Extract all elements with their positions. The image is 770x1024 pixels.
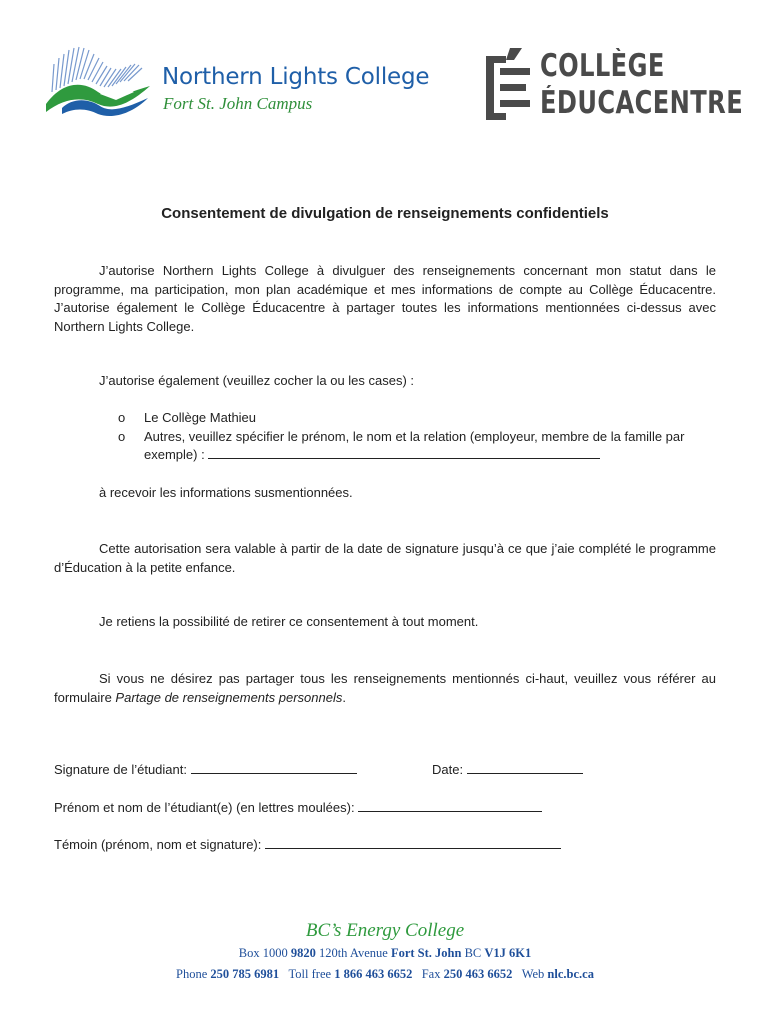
- educacentre-line-name: ÉDUCACENTRE: [540, 85, 744, 121]
- consent-paragraph-text: J’autorise Northern Lights College à divulguer des renseignements concernant mon statut dans le programme, ma participation, mon plan académique et mes informations de compte au Collège Éducacentre. J’autorise également le Collège Éducacentre à partager toutes les informations mentionnées ci-dessus avec Northern Lights College.: [54, 263, 716, 334]
- date-row: [432, 762, 583, 777]
- address-city: Fort St. John: [390, 946, 462, 960]
- fax-number: 250 463 6652: [443, 967, 513, 981]
- student-signature-field[interactable]: [191, 762, 357, 774]
- validity-paragraph: [54, 540, 716, 577]
- student-name-field[interactable]: [358, 800, 542, 812]
- receive-information-paragraph: à recevoir les informations susmentionnées.: [99, 485, 353, 500]
- date-field[interactable]: [467, 762, 583, 774]
- address-prefix: Box 1000: [238, 946, 291, 960]
- checkbox-college-mathieu[interactable]: o: [118, 410, 126, 425]
- tollfree-label: Toll free: [288, 967, 335, 981]
- college-educacentre-logo: [486, 48, 744, 124]
- address-street: 120th Avenue: [315, 946, 391, 960]
- date-label: Date:: [432, 762, 464, 777]
- student-signature-label: Signature de l’étudiant:: [54, 762, 187, 777]
- student-name-label: Prénom et nom de l’étudiant(e) (en lettres moulées):: [54, 800, 355, 815]
- tollfree-number: 1 866 463 6652: [334, 967, 413, 981]
- authorize-also-paragraph: J’autorise également (veuillez cocher la ou les cases) :: [99, 373, 415, 388]
- educacentre-e-mark-icon: [486, 48, 530, 120]
- phone-label: Phone: [176, 967, 211, 981]
- phone-number: 250 785 6981: [210, 967, 280, 981]
- web-label: Web: [521, 967, 548, 981]
- witness-field[interactable]: [265, 837, 561, 849]
- address-postal-code: V1J 6K1: [484, 946, 532, 960]
- web-link[interactable]: nlc.bc.ca: [547, 967, 594, 981]
- student-name-row: [54, 800, 542, 815]
- address-province: BC: [461, 946, 485, 960]
- checklist-item-other[interactable]: [118, 428, 718, 465]
- student-signature-row: [54, 762, 357, 777]
- witness-label: Témoin (prénom, nom et signature):: [54, 837, 262, 852]
- consent-paragraph: [54, 262, 716, 336]
- footer-contact: [0, 967, 770, 982]
- witness-row: [54, 837, 561, 852]
- partial-sharing-text: Si vous ne désirez pas partager tous les renseignements mentionnés ci-haut, veuillez vous référer au formulaire: [54, 671, 716, 705]
- educacentre-line-college: COLLÈGE: [540, 48, 665, 84]
- checklist-item-college-mathieu[interactable]: [118, 409, 718, 428]
- validity-paragraph-text: Cette autorisation sera valable à partir de la date de signature jusqu’à ce que j’aie complété le programme d’Éducation à la petite enfance.: [54, 541, 716, 575]
- nlc-college-name: Northern Lights College: [162, 64, 430, 90]
- northern-lights-college-logo: [42, 42, 452, 122]
- withdraw-paragraph: Je retiens la possibilité de retirer ce consentement à tout moment.: [99, 614, 479, 629]
- checklist-label-other: Autres, veuillez spécifier le prénom, le nom et la relation (employeur, membre de la famille par exemple) :: [144, 428, 685, 462]
- other-recipient-field[interactable]: [208, 447, 600, 459]
- footer-address: [0, 946, 770, 961]
- northern-lights-emblem-icon: [42, 42, 154, 120]
- document-title: Consentement de divulgation de renseignements confidentiels: [161, 205, 609, 222]
- checklist-label-college-mathieu: Le Collège Mathieu: [144, 410, 257, 425]
- form-name-reference: Partage de renseignements personnels: [115, 689, 343, 705]
- checkbox-other[interactable]: o: [118, 428, 126, 444]
- recipient-checklist: [118, 409, 718, 465]
- address-street-number: 9820: [290, 946, 316, 960]
- footer-tagline: BC’s Energy College: [305, 920, 465, 941]
- partial-sharing-end: .: [342, 689, 346, 705]
- fax-label: Fax: [421, 967, 444, 981]
- nlc-campus-name: Fort St. John Campus: [163, 94, 313, 113]
- partial-sharing-paragraph: [54, 670, 716, 707]
